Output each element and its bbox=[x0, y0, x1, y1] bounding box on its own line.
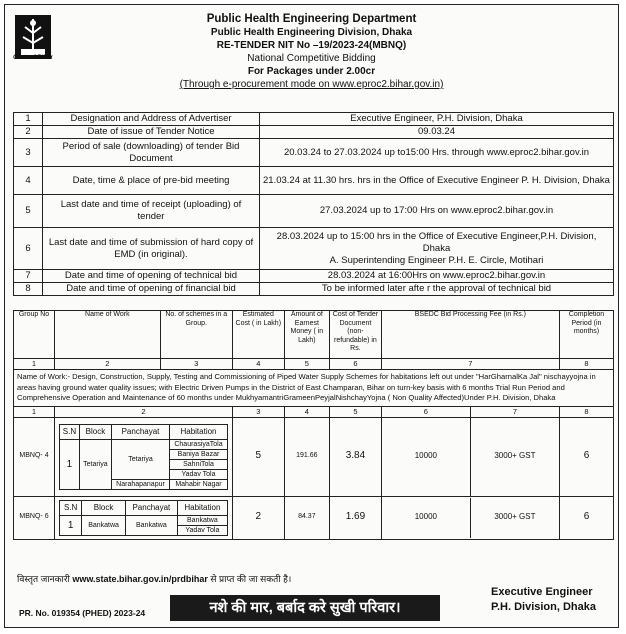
table-row: 8 Date and time of opening of financial bid To be informed later afte r the approval of technical bid bbox=[14, 283, 614, 296]
earnest-money: 1.69 bbox=[330, 496, 382, 539]
table-row: 4 Date, time & place of pre-bid meeting 21.03.24 at 11.30 hrs. hrs in the Office of Executive Engineer P. H. Division, Dhaka bbox=[14, 167, 614, 195]
tender-details-table bbox=[13, 112, 614, 296]
tender-nit-number: RE-TENDER NIT No –19/2023-24(MBNQ) bbox=[216, 40, 407, 51]
package-limit: For Packages under 2.00cr bbox=[247, 66, 376, 77]
pr-number: PR. No. 019354 (PHED) 2023-24 bbox=[19, 608, 146, 618]
emd-value: 5 bbox=[232, 417, 284, 496]
table-row: 1 Designation and Address of Advertiser Executive Engineer, P.H. Division, Dhaka bbox=[14, 113, 614, 126]
work-description-row bbox=[14, 370, 614, 407]
table-row: 3 Period of sale (downloading) of tender Bid Document 20.03.24 to 27.03.2024 up to15:00 Hrs. through www.eproc2.bihar.gov.in bbox=[14, 139, 614, 167]
division-title: Public Health Engineering Division, Dhaka bbox=[210, 27, 413, 38]
table-header-row: Group No Name of Work No. of schemes in a Group. Estimated Cost ( in Lakh) Amount of Earnest Money ( in Lakh) Cost of Tender Document (non-refundable) in Rs. BSEDC Bid Processing Fee (in Rs.) Completion Period (in months) bbox=[14, 311, 614, 359]
package-row-mbnq6: MBNQ- 6 S.N Block Panchayat Habitation 1 Bankatwa Bankatwa Bankatwa Yadav Tola 2 84.37 1.69 10000 3000+ GST 6 bbox=[14, 496, 614, 539]
eproc-mode-link[interactable]: (Through e-procurement mode on www.eproc2.bihar.gov.in) bbox=[179, 79, 444, 90]
table-row: 2 Date of issue of Tender Notice 09.03.24 bbox=[14, 126, 614, 139]
earnest-money: 3.84 bbox=[330, 417, 382, 496]
completion-period: 6 bbox=[559, 496, 613, 539]
group-no: MBNQ- 4 bbox=[14, 417, 55, 496]
completion-period: 6 bbox=[559, 417, 613, 496]
group-no: MBNQ- 6 bbox=[14, 496, 55, 539]
work-description: Name of Work:- Design, Construction, Supply, Testing and Commissioning of Piped Water Supply Schemes for habitations left out under "HarGharnalKa Jal" nischayyojna in areas having ground water quality issues; with Electric Driven Pumps in the District of East Champaran, Bihar on turn-key basis with 6 months Trial Run Period and Comprehensive Operation and Maintenance of 60 months under MukhyamantriGrameenPeyjalNishchayYojna ( Non Quality Affected)Under P.H. Division, Dhaka bbox=[14, 370, 614, 407]
table-row: 7 Date and time of opening of technical bid 28.03.2024 at 16:00Hrs on www.eproc2.bihar.gov.in bbox=[14, 270, 614, 283]
table-row: 6 Last date and time of submission of hard copy of EMD (in original). 28.03.2024 up to 15:00 hrs in the Office of Executive Engineer,P.H. Division, Dhaka A. Superintending Engineer P.H. E. Circle, Motihari bbox=[14, 228, 614, 270]
department-title: Public Health Engineering Department bbox=[206, 13, 417, 25]
tender-notice bbox=[4, 4, 619, 628]
work-packages-table bbox=[13, 310, 614, 540]
column-index-row: 1 2 3 4 5 6 7 8 bbox=[14, 359, 614, 370]
more-info-line: विस्तृत जानकारी www.state.bihar.gov.in/prdbihar से प्राप्त की जा सकती है। bbox=[17, 574, 292, 584]
emblem-caption: Govt. of Bihar bbox=[13, 55, 53, 61]
slogan-banner: नशे की मार, बर्बाद करे सुखी परिवार। bbox=[170, 595, 440, 621]
package-row-mbnq4: MBNQ- 4 S.N Block Panchayat Habitation 1 Tetariya Tetariya ChaurasiyaTola Baniya Bazar SahniTola Yadav Tola Narahapanapur Mahabir Nagar 5 191.66 3.84 10000 3000+ GST 6 bbox=[14, 417, 614, 496]
estimated-cost: 84.37 bbox=[284, 496, 329, 539]
estimated-cost: 191.66 bbox=[284, 417, 329, 496]
notice-header bbox=[5, 13, 618, 91]
table-row: 5 Last date and time of receipt (uploading) of tender 27.03.2024 up to 17:00 Hrs on www.eproc2.bihar.gov.in bbox=[14, 195, 614, 228]
signatory: Executive Engineer P.H. Division, Dhaka bbox=[491, 586, 596, 613]
bidding-type: National Competitive Bidding bbox=[247, 53, 376, 64]
habitation-table: S.N Block Panchayat Habitation 1 Tetariya Tetariya ChaurasiyaTola Baniya Bazar SahniTola Yadav Tola Narahapanapur Mahabir Nagar bbox=[59, 424, 228, 490]
column-index-row: 1 2 3 4 5 6 7 8 bbox=[14, 406, 614, 417]
emd-value: 2 bbox=[232, 496, 284, 539]
habitation-table: S.N Block Panchayat Habitation 1 Bankatwa Bankatwa Bankatwa Yadav Tola bbox=[59, 500, 228, 536]
info-link[interactable]: www.state.bihar.gov.in/prdbihar bbox=[72, 574, 208, 584]
